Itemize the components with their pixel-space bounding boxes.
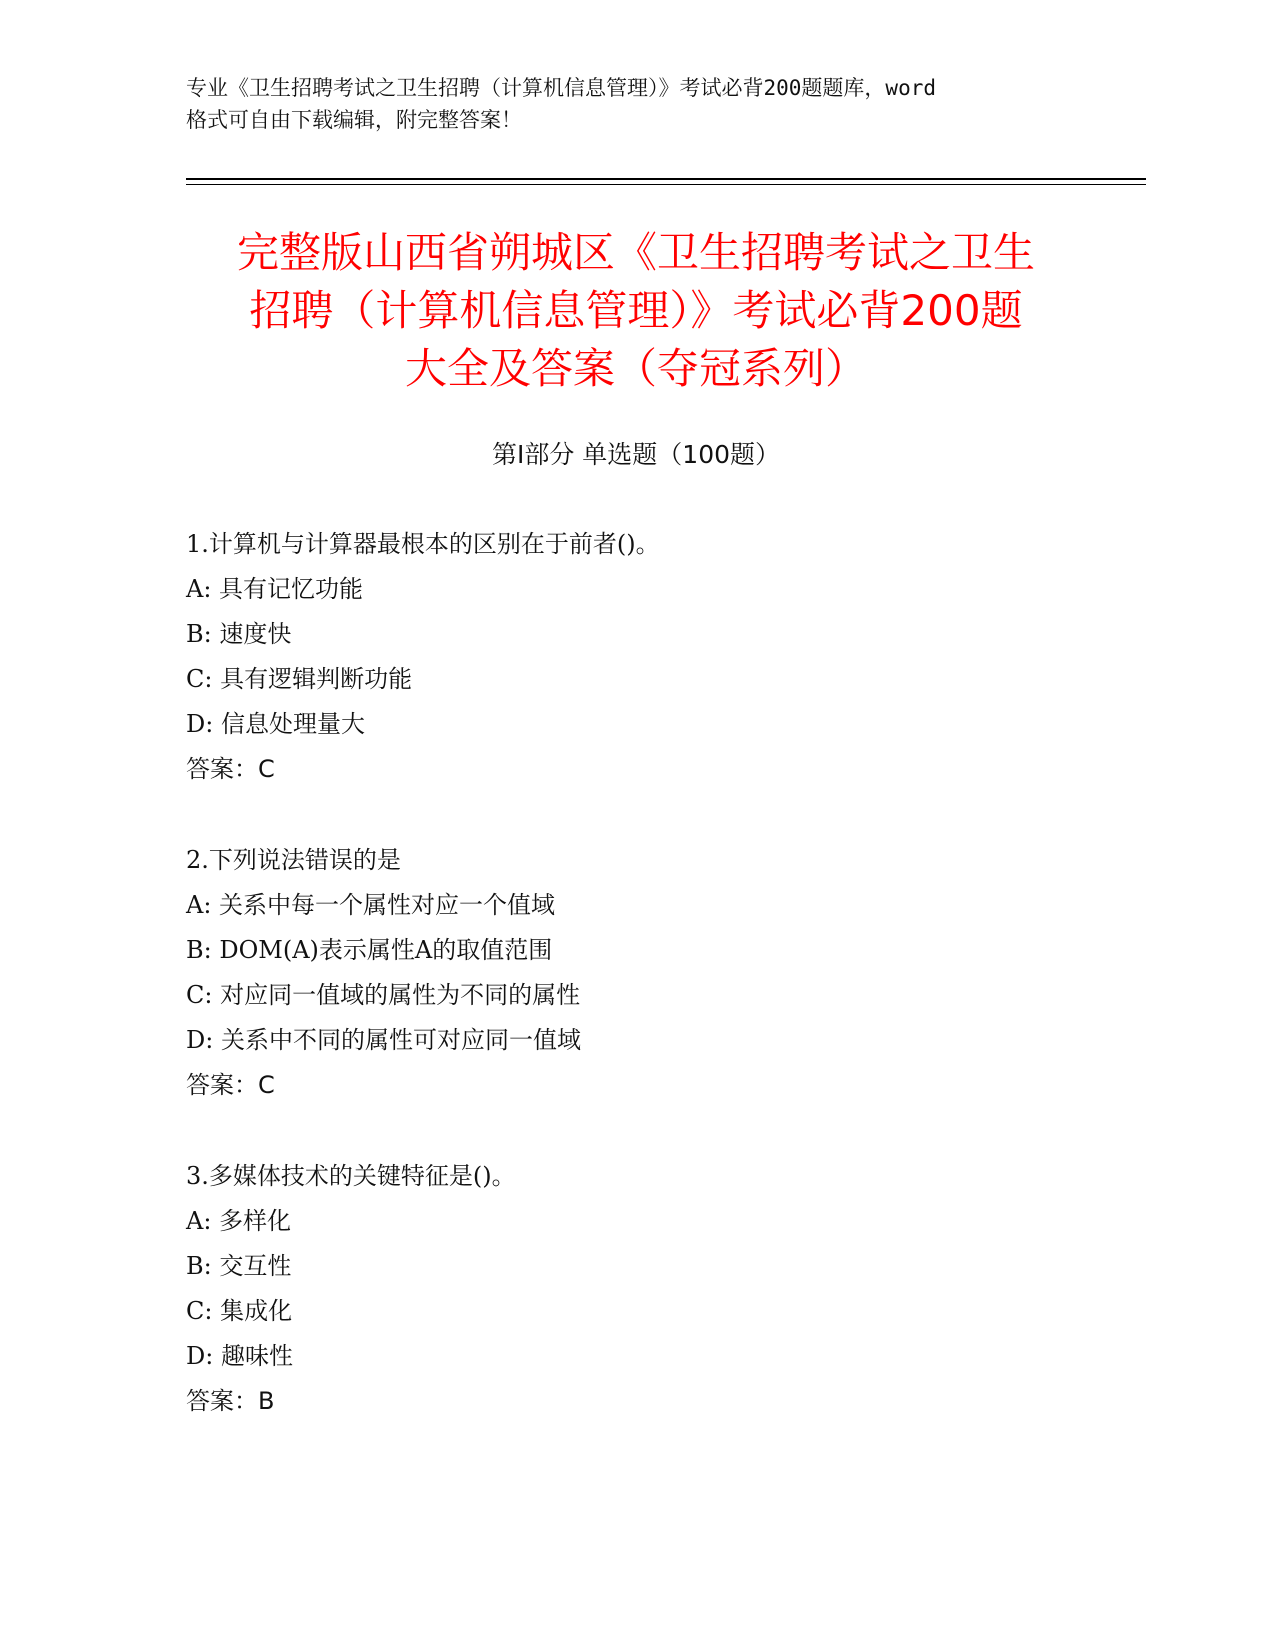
option-b: B: 交互性 xyxy=(186,1252,292,1280)
header-rule-thick xyxy=(186,178,1146,180)
question-list xyxy=(186,522,1086,1470)
question-stem: 3.多媒体技术的关键特征是()。 xyxy=(186,1162,516,1190)
option-c: C: 对应同一值域的属性为不同的属性 xyxy=(186,981,581,1009)
option-a: A: 关系中每一个属性对应一个值域 xyxy=(186,891,556,919)
answer: 答案：C xyxy=(186,755,275,783)
document-title-line-3: 大全及答案（夺冠系列） xyxy=(404,344,867,393)
document-title xyxy=(186,224,1086,398)
option-d: D: 趣味性 xyxy=(186,1342,293,1370)
header-note xyxy=(186,72,1086,136)
header-rule-thin xyxy=(186,184,1146,185)
answer: 答案：B xyxy=(186,1387,275,1415)
option-d: D: 信息处理量大 xyxy=(186,710,365,738)
option-b: B: DOM(A)表示属性A的取值范围 xyxy=(186,936,553,964)
option-d: D: 关系中不同的属性可对应同一值域 xyxy=(186,1026,581,1054)
option-c: C: 集成化 xyxy=(186,1297,293,1325)
question-1 xyxy=(186,522,1086,792)
header-note-line-2: 格式可自由下载编辑，附完整答案！ xyxy=(186,108,522,132)
section-heading: 第Ⅰ部分 单选题（100题） xyxy=(491,440,781,469)
option-a: A: 多样化 xyxy=(186,1207,292,1235)
question-stem: 2.下列说法错误的是 xyxy=(186,846,401,874)
question-stem: 1.计算机与计算器最根本的区别在于前者()。 xyxy=(186,530,660,558)
question-2 xyxy=(186,838,1086,1108)
option-c: C: 具有逻辑判断功能 xyxy=(186,665,413,693)
answer: 答案：C xyxy=(186,1071,275,1099)
option-a: A: 具有记忆功能 xyxy=(186,575,364,603)
header-note-line-1: 专业《卫生招聘考试之卫生招聘（计算机信息管理）》考试必背200题题库，word xyxy=(186,76,936,100)
question-3 xyxy=(186,1154,1086,1424)
document-title-line-1: 完整版山西省朔城区《卫生招聘考试之卫生 xyxy=(236,228,1035,277)
document-title-line-2: 招聘（计算机信息管理）》考试必背200题 xyxy=(249,286,1023,335)
option-b: B: 速度快 xyxy=(186,620,292,648)
